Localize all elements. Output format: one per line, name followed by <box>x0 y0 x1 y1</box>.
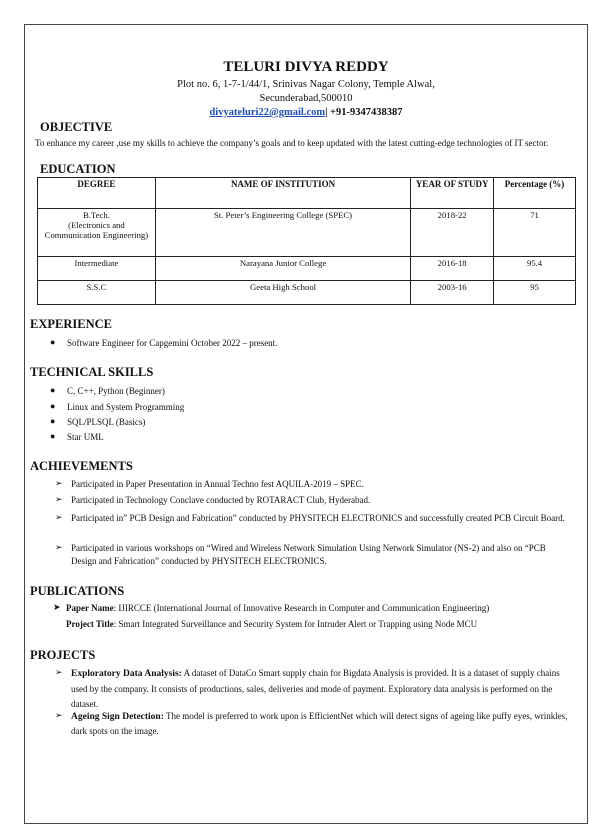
institution-cell: St. Peter’s Engineering College (SPEC) <box>155 209 410 257</box>
year-cell: 2018-22 <box>411 209 494 257</box>
year-cell: 2016-18 <box>411 257 494 281</box>
arrow-bullet-icon: ➢ <box>55 667 63 677</box>
skill-item: Linux and System Programming <box>67 402 185 412</box>
publication-paper <box>66 602 571 615</box>
skill-item: Star UML <box>67 432 104 442</box>
project-name: Exploratory Data Analysis: <box>71 669 182 679</box>
project-description: A dataset of DataCo Smart supply chain for Bigdata Analysis is provided. It is a dataset of supply chains used by the company. It consists of productions, sales, deliveries and mode of payment. Exploratory data analysis is performed on the dataset. <box>71 668 560 709</box>
skill-item: C, C++, Python (Beginner) <box>67 386 165 396</box>
candidate-name: TELURI DIVYA REDDY <box>223 59 389 75</box>
degree-cell <box>38 209 156 257</box>
bullet-icon: ● <box>50 385 56 395</box>
degree: B.Tech. <box>82 210 110 220</box>
arrow-bullet-icon: ➢ <box>55 478 63 488</box>
address-line-1: Plot no. 6, 1-7-1/44/1, Srinivas Nagar Colony, Temple Alwal, <box>177 79 435 90</box>
skills-heading: TECHNICAL SKILLS <box>30 365 154 379</box>
institution-cell: Geeta High School <box>155 281 410 305</box>
bullet-icon: ● <box>50 431 56 441</box>
bullet-icon: ● <box>50 337 56 347</box>
publication-project <box>66 618 571 631</box>
achievement-item: Participated in various workshops on “Wired and Wireless Network Simulation Using Network Simulator (NS-2) and also on “PCB Design and Fabrication” conducted by PHYSITECH ELECTRONICS. <box>71 543 546 566</box>
arrow-bullet-icon: ➢ <box>55 512 63 522</box>
objective-heading: OBJECTIVE <box>40 120 113 134</box>
institution-cell: Narayana Junior College <box>155 257 410 281</box>
header-degree: DEGREE <box>38 178 156 209</box>
arrow-bullet-icon: ➢ <box>55 710 63 720</box>
experience-heading: EXPERIENCE <box>30 317 112 331</box>
year-cell: 2003-16 <box>411 281 494 305</box>
email-link[interactable]: divyateluri22@gmail.com <box>209 107 326 118</box>
bullet-icon: ● <box>50 401 56 411</box>
achievements-heading: ACHIEVEMENTS <box>30 459 133 473</box>
project-label: Project Title <box>66 619 114 629</box>
project-value: : Smart Integrated Surveillance and Security System for Intruder Alert or Trapping using Node MCU <box>113 619 478 629</box>
paper-label: Paper Name <box>66 603 114 613</box>
table-row <box>38 281 576 305</box>
degree-cell: S.S.C <box>38 281 156 305</box>
table-row <box>38 209 576 257</box>
skill-item: SQL/PLSQL (Basics) <box>67 417 146 427</box>
table-row <box>38 257 576 281</box>
phone-number: | +91-9347438387 <box>325 107 403 118</box>
percentage-cell: 95 <box>494 281 576 305</box>
percentage-cell: 71 <box>494 209 576 257</box>
projects-heading: PROJECTS <box>30 648 96 662</box>
arrow-bullet-icon: ➢ <box>55 494 63 504</box>
address-line-2: Secunderabad,500010 <box>259 93 353 104</box>
contact-line <box>0 107 612 118</box>
percentage-cell: 95.4 <box>494 257 576 281</box>
table-header-row <box>38 178 576 209</box>
project-item <box>71 666 571 712</box>
project-name: Ageing Sign Detection: <box>71 712 164 722</box>
header-percentage: Percentage (%) <box>494 178 576 209</box>
header-year: YEAR OF STUDY <box>411 178 494 209</box>
project-description: The model is preferred to work upon is EfficientNet which will detect signs of ageing like puffy eyes, wrinkles, dark spots on the image. <box>71 711 568 736</box>
arrow-bullet-icon: ➢ <box>55 542 63 552</box>
education-heading: EDUCATION <box>40 162 116 176</box>
arrow-bullet-icon: ➤ <box>53 602 61 612</box>
achievement-item: Participated in” PCB Design and Fabrication” conducted by PHYSITECH ELECTRONICS and successfully created PCB Circuit Board. <box>71 513 565 523</box>
degree-cell: Intermediate <box>38 257 156 281</box>
objective-text: To enhance my career ,use my skills to achieve the company’s goals and to keep updated with the latest cutting-edge technologies of IT sector. <box>35 138 549 148</box>
achievement-item: Participated in Technology Conclave conducted by ROTARACT Club, Hyderabad. <box>71 495 371 505</box>
publications-heading: PUBLICATIONS <box>30 584 125 598</box>
project-item <box>71 709 571 738</box>
experience-item: Software Engineer for Capgemini October 2022 – present. <box>67 338 278 348</box>
header-institution: NAME OF INSTITUTION <box>155 178 410 209</box>
degree-specialization: (Electronics and Communication Engineering) <box>44 220 149 240</box>
education-table <box>37 177 576 305</box>
paper-value: : IJIRCCE (International Journal of Innovative Research in Computer and Communication Engineering) <box>113 603 490 613</box>
achievement-item: Participated in Paper Presentation in Annual Techno fest AQUILA-2019 – SPEC. <box>71 479 364 489</box>
bullet-icon: ● <box>50 416 56 426</box>
